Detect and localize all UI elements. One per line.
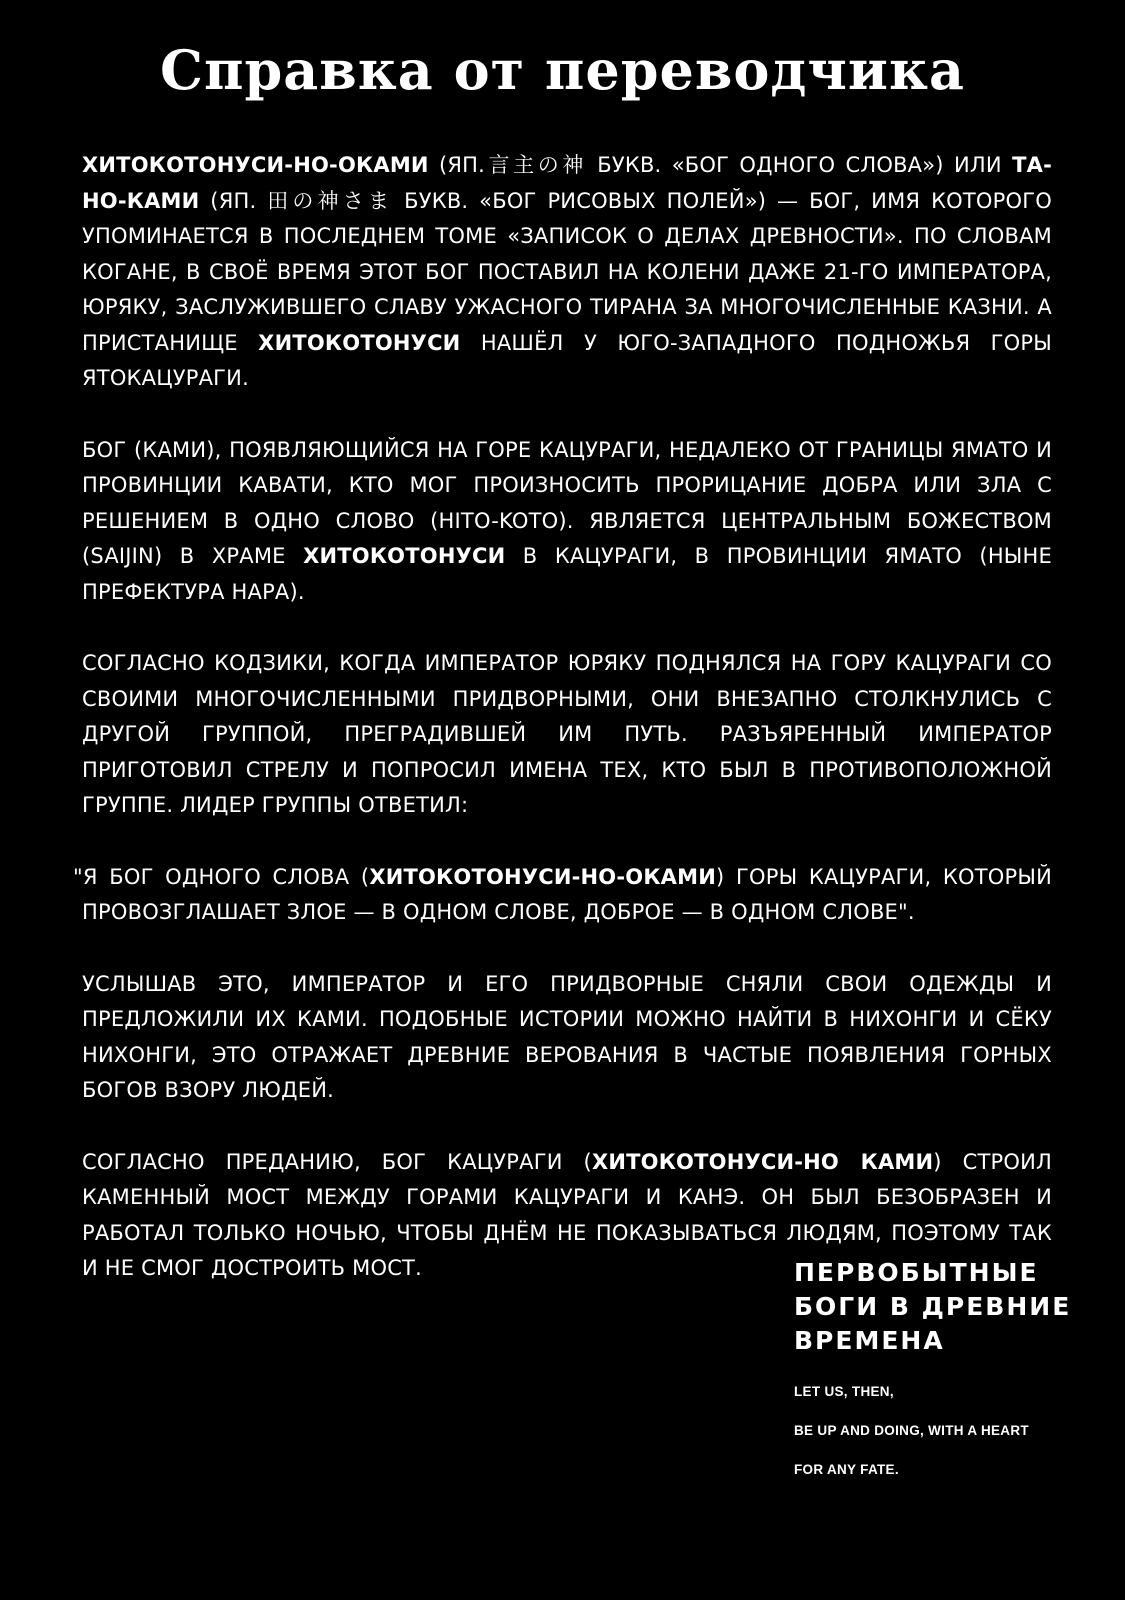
term-hitokotonushi: ХИТОКОТОНУСИ [258,330,461,355]
paragraph-2-text-b: В КАЦУРАГИ, В ПРОВИНЦИИ ЯМАТО (НЫНЕ ПРЕФЕКТУРА НАРА). [82,544,1052,604]
term-hitokotonushi-no-okami: ХИТОКОТОНУСИ-НО-ОКАМИ [82,153,429,177]
paragraph-3-text: СОГЛАСНО КОДЗИКИ, КОГДА ИМПЕРАТОР ЮРЯКУ ПОДНЯЛСЯ НА ГОРУ КАЦУРАГИ СО СВОИМИ МНОГОЧИСЛЕННЫМИ ПРИДВОРНЫМИ, ОНИ ВНЕЗАПНО СТОЛКНУЛИСЬ С ДРУГОЙ ГРУППОЙ, ПРЕГРАДИВШЕЙ ИМ ПУТЬ. РАЗЪЯРЕННЫЙ ИМПЕРАТОР ПРИГОТОВИЛ СТРЕЛУ И ПОПРОСИЛ ИМЕНА ТЕХ, КТО БЫЛ В ПРОТИВОПОЛОЖНОЙ ГРУППЕ. ЛИДЕР ГРУППЫ ОТВЕТИЛ: [82,651,1052,817]
series-title-line: БОГИ В ДРЕВНИЕ [794,1292,1072,1321]
paragraph-1-text-c: НАШЁЛ У ЮГО-ЗАПАДНОГО ПОДНОЖЬЯ ГОРЫ ЯТОКАЦУРАГИ. [82,330,1052,390]
series-title-line: ВРЕМЕНА [794,1326,945,1355]
motto-line: LET US, THEN, [794,1384,894,1399]
paragraph-4-text-b: ) ГОРЫ КАЦУРАГИ, КОТОРЫЙ ПРОВОЗГЛАШАЕТ ЗЛОЕ — В ОДНОМ СЛОВЕ, ДОБРОЕ — В ОДНОМ СЛОВЕ". [82,864,1053,924]
term-hitokotonushi: ХИТОКОТОНУСИ [303,544,506,568]
page-title: Справка от переводчика [160,38,965,102]
paragraph-5 [82,967,1052,1109]
paragraph-5-text: УСЛЫШАВ ЭТО, ИМПЕРАТОР И ЕГО ПРИДВОРНЫЕ СНЯЛИ СВОИ ОДЕЖДЫ И ПРЕДЛОЖИЛИ ИХ КАМИ. ПОДОБНЫЕ ИСТОРИИ МОЖНО НАЙТИ В НИХОНГИ И СЁКУ НИХОНГИ, ЭТО ОТРАЖАЕТ ДРЕВНИЕ ВЕРОВАНИЯ В ЧАСТЫЕ ПОЯВЛЕНИЯ ГОРНЫХ БОГОВ ВЗОРУ ЛЮДЕЙ. [82,971,1052,1102]
note-body [73,148,1053,1323]
series-title-line: ПЕРВОБЫТНЫЕ [794,1258,1039,1287]
paragraph-2-text-a: БОГ (КАМИ), ПОЯВЛЯЮЩИЙСЯ НА ГОРЕ КАЦУРАГИ, НЕДАЛЕКО ОТ ГРАНИЦЫ ЯМАТО И ПРОВИНЦИИ КАВАТИ, КТО МОГ ПРОИЗНОСИТЬ ПРОРИЦАНИЕ ДОБРА ИЛИ ЗЛА С РЕШЕНИЕМ В ОДНО СЛОВО (HITO-KOTO). ЯВЛЯЕТСЯ ЦЕНТРАЛЬНЫМ БОЖЕСТВОМ (SAIJIN) В ХРАМЕ [82,437,1052,568]
paragraph-3 [82,646,1052,824]
term-hitokotonushi-no-okami: ХИТОКОТОНУСИ-НО-ОКАМИ [369,864,717,889]
series-title [794,1256,1094,1358]
series-block [794,1256,1094,1489]
motto-line: BE UP AND DOING, WITH A HEART [794,1423,1029,1438]
motto-line: FOR ANY FATE. [794,1462,899,1477]
paragraph-1 [82,148,1052,397]
term-ta-no-kami: ТА-НО-КАМИ [82,153,1052,213]
paragraph-1-text-b: (ЯП. 田の神さま БУКВ. «БОГ РИСОВЫХ ПОЛЕЙ») — БОГ, ИМЯ КОТОРОГО УПОМИНАЕТСЯ В ПОСЛЕДНЕМ ТОМЕ «ЗАПИСОК О ДЕЛАХ ДРЕВНОСТИ». ПО СЛОВАМ КОГАНЕ, В СВОЁ ВРЕМЯ ЭТОТ БОГ ПОСТАВИЛ НА КОЛЕНИ ДАЖЕ 21-ГО ИМПЕРАТОРА, ЮРЯКУ, ЗАСЛУЖИВШЕГО СЛАВУ УЖАСНОГО ТИРАНА ЗА МНОГОЧИСЛЕННЫЕ КАЗНИ. А ПРИСТАНИЩЕ [82,188,1052,355]
term-hitokotonushi-no-kami: ХИТОКОТОНУСИ-НО КАМИ [591,1149,934,1174]
paragraph-4-quote [73,860,1053,931]
series-motto [794,1372,1094,1489]
paragraph-1-text-a: (ЯП.言主の神 БУКВ. «БОГ ОДНОГО СЛОВА») ИЛИ [428,153,1013,177]
paragraph-4-text-a: "Я БОГ ОДНОГО СЛОВА ( [73,864,370,889]
paragraph-6-text-b: ) СТРОИЛ КАМЕННЫЙ МОСТ МЕЖДУ ГОРАМИ КАЦУРАГИ И КАНЭ. ОН БЫЛ БЕЗОБРАЗЕН И РАБОТАЛ ТОЛЬКО НОЧЬЮ, ЧТОБЫ ДНЁМ НЕ ПОКАЗЫВАТЬСЯ ЛЮДЯМ, ПОЭТОМУ ТАК И НЕ СМОГ ДОСТРОИТЬ МОСТ. [82,1149,1052,1280]
paragraph-6-text-a: СОГЛАСНО ПРЕДАНИЮ, БОГ КАЦУРАГИ ( [82,1149,592,1174]
paragraph-2 [82,433,1052,611]
